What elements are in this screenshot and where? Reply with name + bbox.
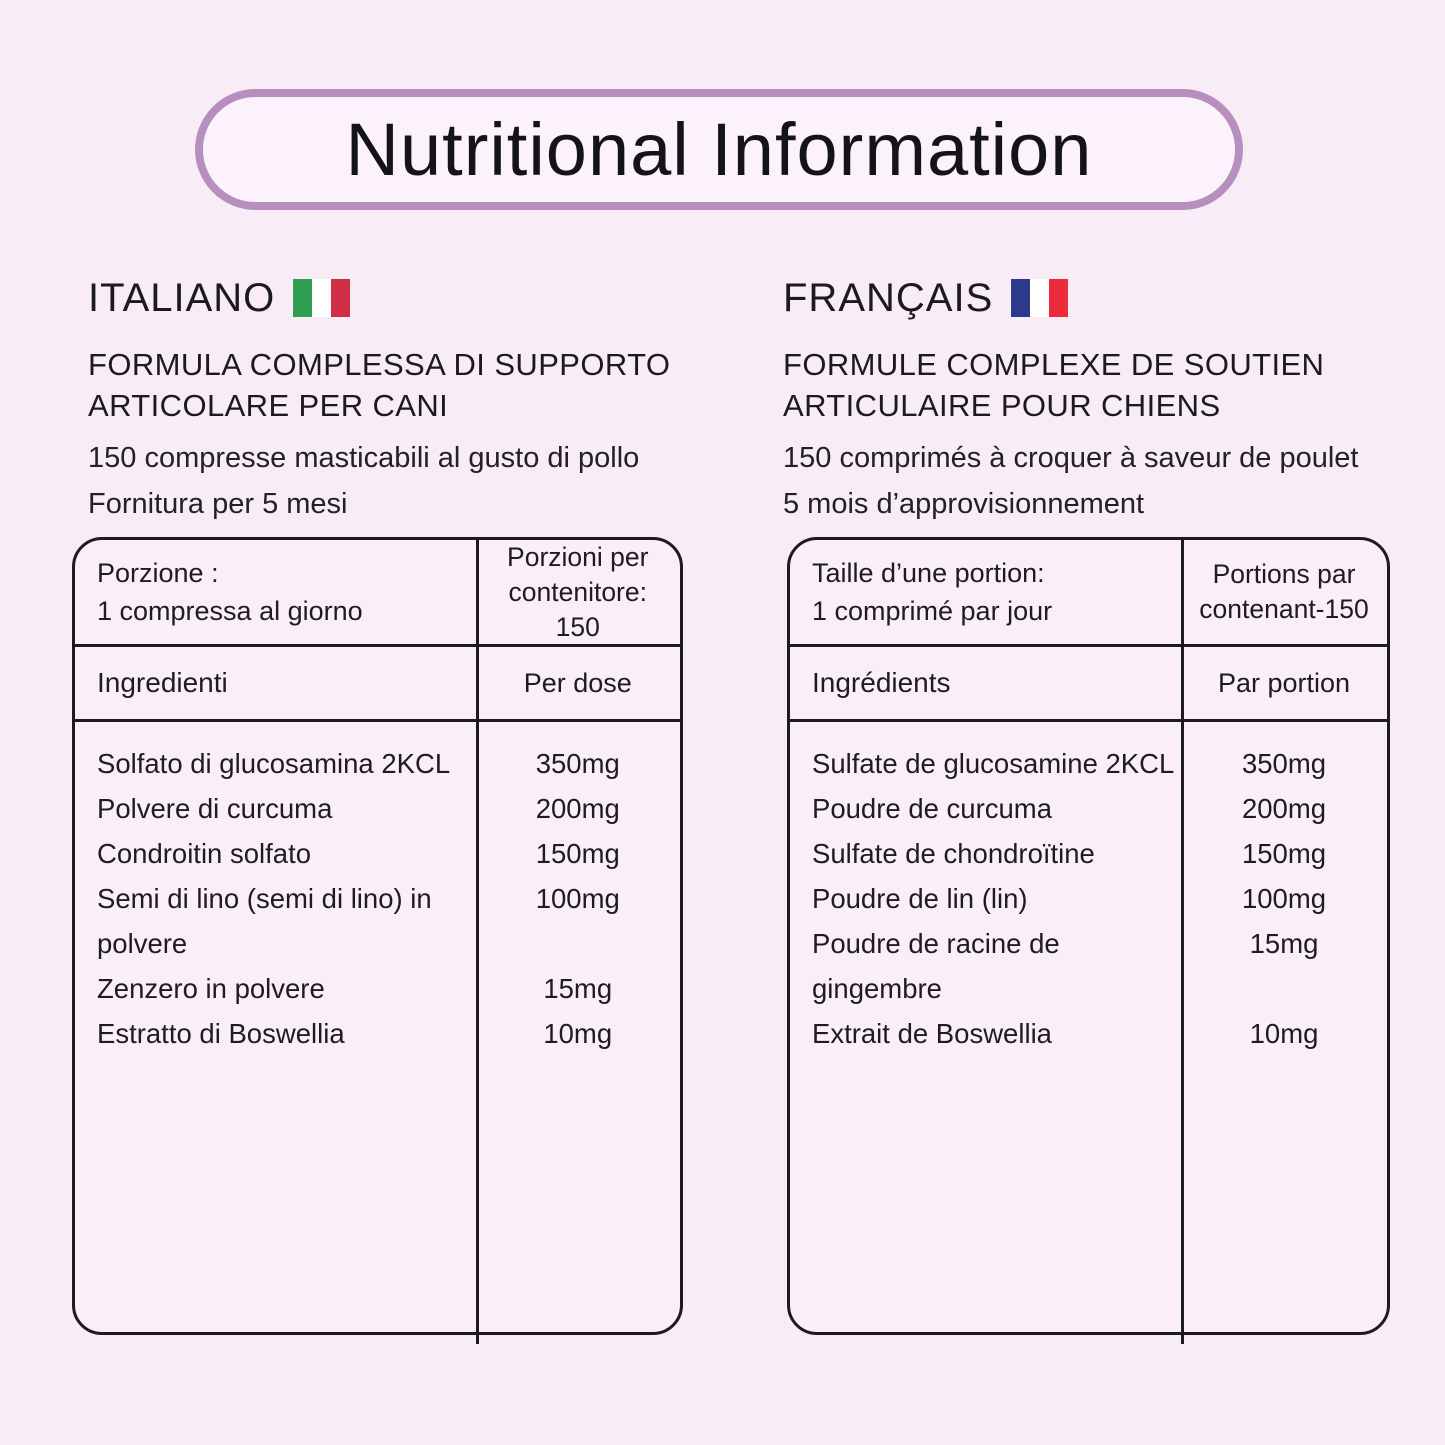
language-name: ITALIANO: [88, 275, 276, 320]
servings-line: Portions par: [1212, 559, 1356, 589]
nutrition-table-french: [787, 537, 1390, 1335]
ingredient-name: Poudre de curcuma: [812, 793, 1052, 824]
italy-flag-icon: [293, 279, 350, 317]
product-subline: 150 compresse masticabili al gusto di pollo: [88, 442, 640, 474]
serving-size-cell: [75, 540, 476, 644]
table-row: [75, 966, 680, 1011]
ingredient-amount: 10mg: [1249, 1018, 1319, 1049]
ingredients-list: [790, 722, 1387, 1056]
product-subline: Fornitura per 5 mesi: [88, 488, 348, 520]
france-flag-icon: [1011, 279, 1068, 317]
table-row: [75, 786, 680, 831]
ingredient-name: Solfato di glucosamina 2KCL: [97, 748, 451, 779]
ingredient-name: Polvere di curcuma: [97, 793, 333, 824]
language-header-italian: [88, 276, 728, 320]
ingredient-name: Sulfate de chondroïtine: [812, 838, 1095, 869]
ingredient-name: Condroitin solfato: [97, 838, 312, 869]
table-row: [75, 741, 680, 786]
flag-stripe: [312, 279, 331, 317]
serving-size-line: Taille d’une portion:: [812, 558, 1045, 588]
column-header-row: [790, 647, 1387, 722]
ingredient-amount: 200mg: [1241, 793, 1327, 824]
servings-line: contenitore:: [508, 576, 647, 607]
product-heading: [783, 344, 1443, 426]
section-italian: [88, 276, 728, 527]
table-column-divider: [476, 540, 479, 1344]
ingredient-amount: 350mg: [1241, 748, 1327, 779]
serving-row: [75, 540, 680, 647]
section-french: [783, 276, 1443, 527]
ingredient-amount: 150mg: [535, 838, 620, 869]
ingredient-amount: 15mg: [1249, 928, 1319, 959]
ingredients-header-cell: Ingredienti: [97, 667, 228, 698]
flag-stripe: [1030, 279, 1049, 317]
servings-per-container-cell: [1181, 540, 1387, 644]
serving-size-cell: [790, 540, 1181, 644]
ingredient-name: Poudre de racine de gingembre: [812, 928, 1060, 1004]
table-column-divider: [1181, 540, 1184, 1344]
ingredient-amount: 150mg: [1241, 838, 1327, 869]
table-row: [790, 831, 1387, 876]
ingredient-amount: 100mg: [535, 883, 620, 914]
language-name: FRANÇAIS: [783, 275, 994, 320]
page-title: Nutritional Information: [345, 108, 1093, 191]
product-heading: [88, 344, 728, 426]
table-row: [790, 741, 1387, 786]
serving-size-line: 1 comprimé par jour: [812, 596, 1053, 626]
per-portion-header-cell: Par portion: [1217, 667, 1351, 698]
flag-stripe: [331, 279, 350, 317]
ingredients-header-cell: Ingrédients: [812, 667, 951, 698]
heading-line: FORMULE COMPLEXE DE SOUTIEN: [783, 347, 1325, 382]
ingredient-name: Poudre de lin (lin): [812, 883, 1028, 914]
language-header-french: [783, 276, 1443, 320]
serving-row: [790, 540, 1387, 647]
ingredient-amount: 200mg: [535, 793, 620, 824]
heading-line: ARTICOLARE PER CANI: [88, 388, 449, 423]
ingredient-amount: 350mg: [535, 748, 620, 779]
servings-per-container-cell: [476, 540, 681, 644]
ingredient-amount: 100mg: [1241, 883, 1327, 914]
flag-stripe: [1011, 279, 1030, 317]
product-subline: 150 comprimés à croquer à saveur de poulet: [783, 442, 1359, 474]
ingredients-list: [75, 722, 680, 1056]
ingredient-name: Zenzero in polvere: [97, 973, 325, 1004]
nutrition-table-italian: [72, 537, 683, 1335]
table-row: [790, 921, 1387, 1011]
ingredient-amount: 10mg: [543, 1018, 613, 1049]
serving-size-line: Porzione :: [97, 558, 219, 588]
ingredient-name: Semi di lino (semi di lino) in polvere: [97, 883, 432, 959]
table-row: [790, 786, 1387, 831]
servings-line: Porzioni per: [507, 541, 649, 572]
ingredient-name: Sulfate de glucosamine 2KCL: [812, 748, 1175, 779]
ingredient-name: Extrait de Boswellia: [812, 1018, 1052, 1049]
title-banner: [195, 89, 1243, 210]
serving-size-line: 1 compressa al giorno: [97, 596, 363, 626]
ingredient-name: Estratto di Boswellia: [97, 1018, 345, 1049]
table-row: [75, 831, 680, 876]
column-header-row: [75, 647, 680, 722]
flag-stripe: [1049, 279, 1068, 317]
per-dose-header-cell: Per dose: [523, 667, 632, 698]
heading-line: ARTICULAIRE POUR CHIENS: [783, 388, 1221, 423]
servings-line: 150: [555, 611, 600, 642]
flag-stripe: [293, 279, 312, 317]
ingredient-amount: 15mg: [543, 973, 613, 1004]
table-row: [790, 1011, 1387, 1056]
servings-line: contenant-150: [1199, 594, 1369, 624]
heading-line: FORMULA COMPLESSA DI SUPPORTO: [88, 347, 671, 382]
table-row: [75, 876, 680, 966]
table-row: [75, 1011, 680, 1056]
table-row: [790, 876, 1387, 921]
product-subline: 5 mois d’approvisionnement: [783, 488, 1145, 520]
